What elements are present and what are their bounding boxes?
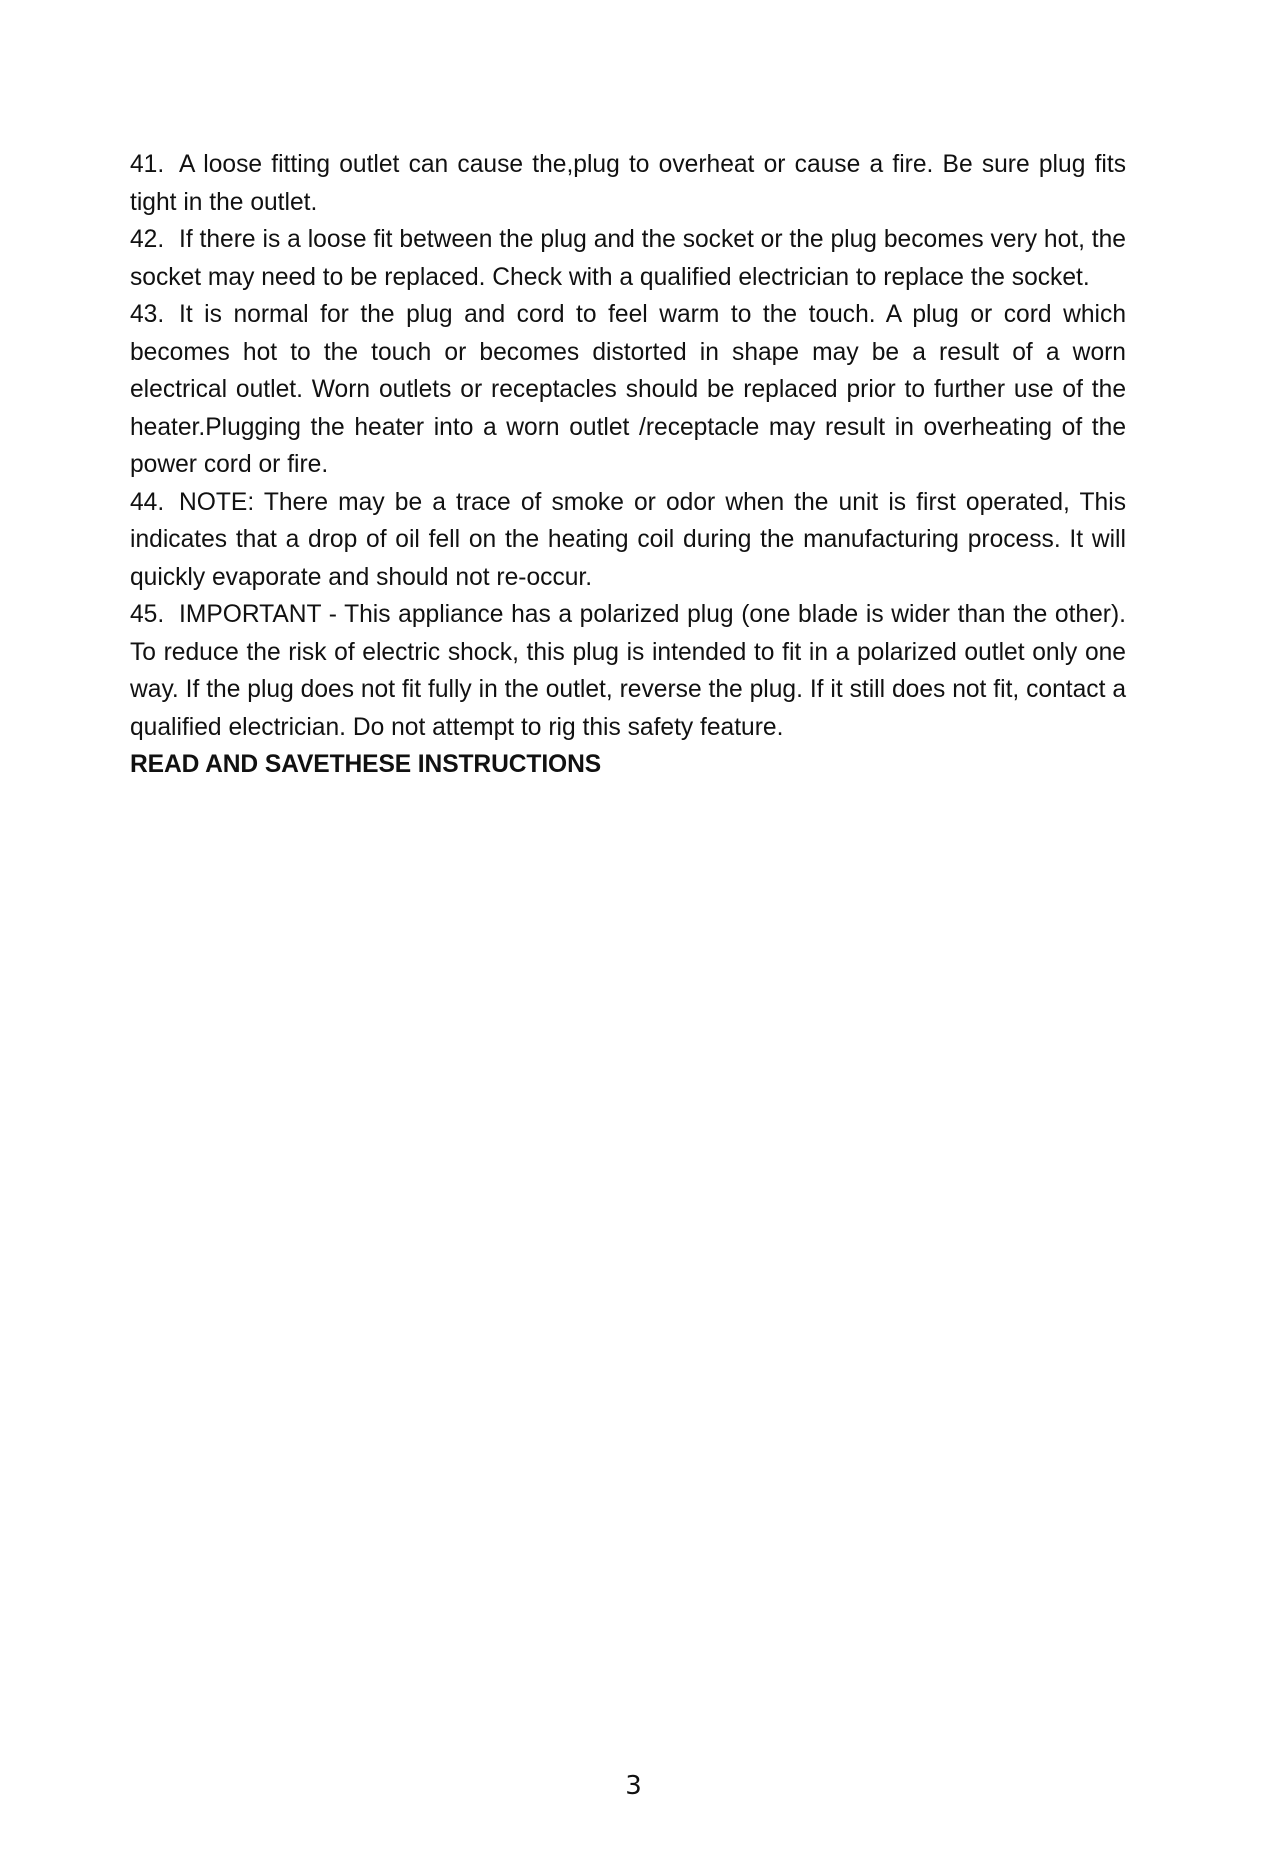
instruction-item-41	[130, 146, 1126, 221]
item-number: 45.	[130, 601, 165, 628]
item-text: NOTE: There may be a trace of smoke or odor when the unit is first operated, This indicates that a drop of oil fell on the heating coil during the manufacturing process. It will quickly evaporate and should not re-occur.	[130, 488, 1126, 591]
instructions-body	[130, 146, 1126, 784]
instruction-item-45	[130, 596, 1126, 746]
instruction-item-43	[130, 296, 1126, 484]
closing-heading: READ AND SAVETHESE INSTRUCTIONS	[130, 751, 602, 778]
item-text: IMPORTANT - This appliance has a polarized plug (one blade is wider than the other). To reduce the risk of electric shock, this plug is intended to fit in a polarized outlet only one way. If the plug does not fit fully in the outlet, reverse the plug. If it still does not fit, contact a qualified electrician. Do not attempt to rig this safety feature.	[130, 601, 1126, 741]
item-number: 44.	[130, 488, 165, 516]
page-number: 3	[625, 1771, 642, 1801]
item-number: 42.	[130, 226, 165, 253]
item-number: 43.	[130, 301, 165, 328]
instruction-item-44	[130, 484, 1126, 597]
item-number: 41.	[130, 151, 165, 178]
instruction-item-42	[130, 221, 1126, 296]
item-text: If there is a loose fit between the plug and the socket or the plug becomes very hot, the socket may need to be replaced. Check with a qualified electrician to replace the socket.	[130, 226, 1126, 291]
item-text: It is normal for the plug and cord to feel warm to the touch. A plug or cord which becomes hot to the touch or becomes distorted in shape may be a result of a worn electrical outlet. Worn outlets or receptacles should be replaced prior to further use of the heater.Plugging the heater into a worn outlet /receptacle may result in overheating of the power cord or fire.	[130, 301, 1126, 478]
item-text: A loose fitting outlet can cause the,plug to overheat or cause a fire. Be sure plug fits tight in the outlet.	[130, 151, 1126, 216]
